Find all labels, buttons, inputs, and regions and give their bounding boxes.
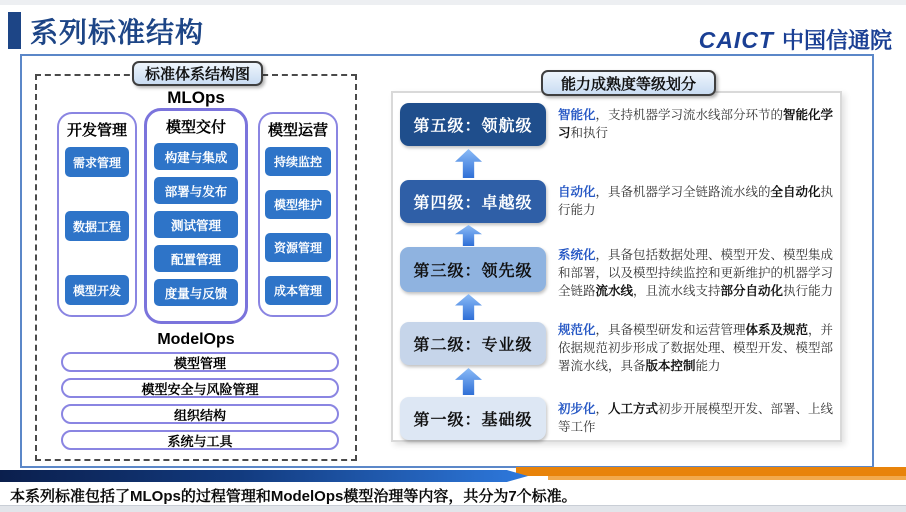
column-body	[147, 137, 245, 321]
column-dev-management	[57, 112, 137, 317]
mlops-title: MLOps	[167, 88, 225, 107]
level-badge: 第四级：卓越级	[400, 180, 546, 223]
level-row-2	[400, 322, 842, 375]
modelops-bar: 系统与工具	[61, 430, 339, 450]
module-chip: 模型维护	[265, 190, 331, 219]
modelops-title: ModelOps	[157, 331, 235, 348]
top-edge-strip	[0, 0, 906, 5]
module-chip: 配置管理	[154, 245, 238, 272]
module-chip: 测试管理	[154, 211, 238, 238]
caict-logo-cn: 中国信通院	[781, 28, 892, 53]
column-body	[260, 140, 336, 315]
level-description: 规范化，具备模型研发和运营管理体系及规范，并依据规范初步形成了数据处理、模型开发、模型部署流水线，具备版本控制能力	[558, 323, 834, 373]
modelops-bar: 组织结构	[61, 404, 339, 424]
divider-bar-orange-light	[548, 476, 906, 480]
modelops-bar: 模型管理	[61, 352, 339, 372]
divider-bar-orange	[516, 467, 906, 476]
page-title: 系列标准结构	[30, 17, 205, 48]
column-model-operation	[258, 112, 338, 317]
bottom-edge-strip	[0, 505, 906, 512]
level-row-3	[400, 247, 842, 300]
module-chip: 数据工程	[65, 211, 129, 241]
level-badge: 第二级：专业级	[400, 322, 546, 365]
level-row-5	[400, 103, 842, 146]
column-model-delivery	[144, 108, 248, 324]
module-chip: 部署与发布	[154, 177, 238, 204]
level-description: 初步化，人工方式初步开展模型开发、部署、上线等工作	[558, 402, 834, 434]
column-title: 模型交付	[165, 119, 226, 136]
caict-logo	[699, 24, 892, 57]
level-description: 智能化，支持机器学习流水线部分环节的智能化学习和执行	[558, 108, 834, 140]
column-body	[59, 140, 135, 315]
module-chip: 需求管理	[65, 147, 129, 177]
level-description: 系统化，具备包括数据处理、模型开发、模型集成和部署，以及模型持续监控和更新维护的机器学习全链路流水线，且流水线支持部分自动化执行能力	[558, 248, 834, 298]
caict-logo-en: CAICT	[699, 29, 774, 57]
level-badge: 第一级：基础级	[400, 397, 546, 440]
level-badge: 第五级：领航级	[400, 103, 546, 146]
module-chip: 持续监控	[265, 147, 331, 176]
module-chip: 度量与反馈	[154, 279, 238, 306]
module-chip: 模型开发	[65, 275, 129, 305]
column-title: 模型运营	[267, 122, 328, 139]
title-accent-bar	[8, 12, 21, 49]
divider-bar-blue	[0, 470, 528, 482]
maturity-label: 能力成熟度等级划分	[541, 70, 716, 96]
level-row-1	[400, 397, 842, 440]
module-chip: 资源管理	[265, 233, 331, 262]
column-title: 开发管理	[66, 122, 127, 139]
module-chip: 成本管理	[265, 276, 331, 305]
level-description: 自动化，具备机器学习全链路流水线的全自动化执行能力	[558, 185, 834, 217]
structure-diagram-label: 标准体系结构图	[132, 61, 263, 86]
modelops-bar: 模型安全与风险管理	[61, 378, 339, 398]
footer-note: 本系列标准包括了MLOps的过程管理和ModelOps模型治理等内容，共分为7个标准。	[10, 488, 577, 505]
level-row-4	[400, 180, 842, 223]
level-badge: 第三级：领先级	[400, 247, 546, 292]
module-chip: 构建与集成	[154, 143, 238, 170]
